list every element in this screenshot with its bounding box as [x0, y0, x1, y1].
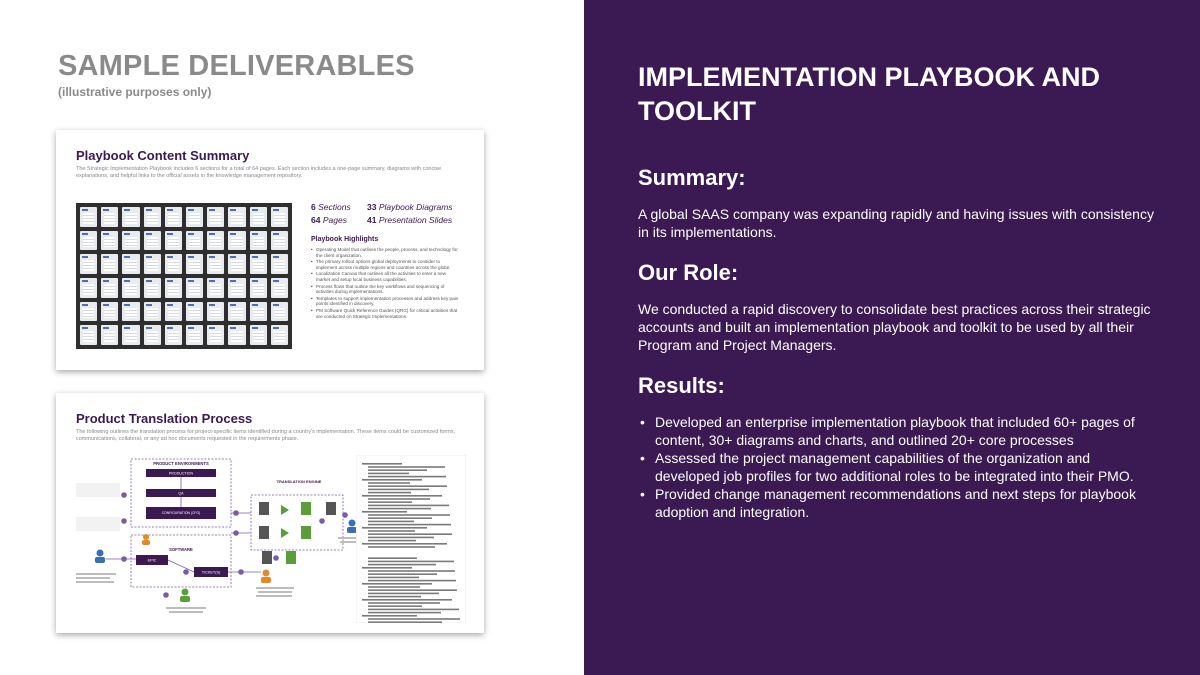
page-thumbnail — [165, 302, 182, 322]
highlight-item: • PM Software Quick Reference Guides (QRG) for critical activities that are conducted on Strategic Implementations. — [311, 308, 461, 319]
page-thumbnail — [144, 325, 161, 345]
svg-text:SOFTWARE: SOFTWARE — [169, 547, 193, 552]
page-thumbnail — [228, 278, 245, 298]
document-text-line — [368, 508, 431, 510]
document-text-line — [368, 602, 440, 604]
document-text-line — [368, 524, 451, 526]
highlight-item: • Process flows that outline the key workflows and sequencing of activities during implementations. — [311, 284, 461, 295]
page-thumbnail — [186, 207, 203, 227]
page-thumbnail — [101, 231, 118, 251]
page-thumbnail — [165, 231, 182, 251]
svg-text:CONFIGURATION (CFG): CONFIGURATION (CFG) — [161, 511, 201, 515]
role-heading: Our Role: — [638, 260, 739, 285]
page-thumbnail — [165, 325, 182, 345]
role-text: We conducted a rapid discovery to consolidate best practices across their strategic accounts and built an implementation playbook and toolkit to be used by all their Program and Project Managers. — [638, 301, 1151, 353]
page-thumbnail — [207, 325, 224, 345]
page-thumbnail — [122, 302, 139, 322]
stat-diagrams: 33 Playbook Diagrams — [367, 202, 453, 212]
page-thumbnail — [101, 254, 118, 274]
page-thumbnail — [186, 254, 203, 274]
sample-deliverables-title: SAMPLE DELIVERABLES — [58, 50, 415, 82]
page-thumbnail — [271, 278, 288, 298]
page-thumbnail — [207, 231, 224, 251]
page-thumbnail — [122, 278, 139, 298]
page-thumbnail — [144, 254, 161, 274]
document-text-line — [362, 511, 407, 513]
page-thumbnail — [122, 325, 139, 345]
document-text-line — [368, 514, 450, 516]
page-thumbnail — [80, 207, 97, 227]
translation-process-diagram — [76, 455, 386, 625]
document-text-line — [368, 466, 445, 468]
document-text-line — [368, 501, 412, 503]
document-text-line — [362, 543, 447, 545]
page-thumbnail — [250, 207, 267, 227]
document-text-line — [368, 605, 422, 607]
page-thumbnail — [101, 302, 118, 322]
page-thumbnail — [186, 302, 203, 322]
document-text-line — [368, 586, 420, 588]
page-thumbnail — [228, 302, 245, 322]
card-title: Playbook Content Summary — [76, 148, 250, 163]
page-thumbnail — [271, 254, 288, 274]
document-text-line — [368, 469, 427, 471]
page-thumbnail — [101, 207, 118, 227]
page-thumbnail — [207, 302, 224, 322]
document-text-line — [368, 485, 447, 487]
page-thumbnail — [165, 278, 182, 298]
page-thumbnail — [250, 254, 267, 274]
document-text-line — [368, 557, 417, 559]
highlight-item: • Localization Canvas that outlines all the activities to enter a new market and setup local business capabilities. — [311, 271, 461, 282]
document-text-line — [368, 573, 437, 575]
playbook-summary-card — [56, 130, 484, 370]
card-title: Product Translation Process — [76, 411, 253, 426]
document-text-line — [368, 492, 411, 494]
card-description: The following outlines the translation process for project-specific items identified during a country's implementation. These items could be customized forms, communications, collateral, or any ad hoc documents requested in the requirements phase. — [76, 429, 456, 442]
left-panel — [0, 0, 584, 675]
page-thumbnail — [228, 325, 245, 345]
document-text-line — [368, 505, 449, 507]
page-thumbnails-grid — [76, 203, 292, 349]
result-item: • Assessed the project management capabilities of the organization and developed job profiles for two additional roles to be integrated into their PMO. — [638, 449, 1138, 485]
page-thumbnail — [207, 207, 224, 227]
right-panel — [584, 0, 1200, 675]
page-thumbnail — [122, 254, 139, 274]
page-thumbnail — [271, 325, 288, 345]
document-text-line — [368, 540, 416, 542]
page-thumbnail — [80, 254, 97, 274]
document-text-line — [368, 530, 415, 532]
stat-slides: 41 Presentation Slides — [367, 215, 453, 225]
document-text-line — [368, 621, 442, 623]
document-text-line — [368, 570, 455, 572]
page-thumbnail — [250, 231, 267, 251]
page-thumbnail — [250, 325, 267, 345]
page-thumbnail — [80, 325, 97, 345]
page-thumbnail — [144, 278, 161, 298]
page-thumbnail — [186, 231, 203, 251]
summary-heading: Summary: — [638, 165, 746, 190]
document-text-line — [368, 612, 441, 614]
document-text-line — [368, 473, 409, 475]
page-thumbnail — [250, 278, 267, 298]
page-thumbnail — [122, 231, 139, 251]
svg-text:EPIC: EPIC — [147, 558, 157, 563]
page-thumbnail — [80, 278, 97, 298]
page-thumbnail — [271, 231, 288, 251]
sample-deliverables-subtitle: (illustrative purposes only) — [58, 85, 212, 99]
highlights-list — [311, 247, 461, 320]
page-thumbnail — [165, 254, 182, 274]
page-thumbnail — [144, 231, 161, 251]
page-thumbnail — [271, 207, 288, 227]
document-text-line — [368, 564, 436, 566]
process-notes-document — [356, 455, 466, 623]
document-text-line — [368, 577, 419, 579]
page-thumbnail — [271, 302, 288, 322]
stat-sections: 6 Sections — [311, 202, 351, 212]
translation-process-card — [56, 393, 484, 633]
document-text-line — [362, 599, 452, 601]
document-text-line — [368, 546, 435, 548]
page-thumbnail — [101, 278, 118, 298]
page-thumbnail — [186, 278, 203, 298]
document-text-line — [362, 615, 417, 617]
document-text-line — [362, 479, 422, 481]
document-text-line — [368, 561, 454, 563]
page-thumbnail — [144, 207, 161, 227]
highlights-title: Playbook Highlights — [311, 236, 379, 243]
document-text-line — [362, 527, 427, 529]
highlight-item: • The primary rollout options global deployments to consider to implement across multiple regions and countries across the globe. — [311, 259, 461, 270]
stat-pages: 64 Pages — [311, 215, 347, 225]
document-text-line — [368, 589, 457, 591]
results-heading: Results: — [638, 373, 725, 398]
page-thumbnail — [80, 231, 97, 251]
document-text-line — [368, 593, 439, 595]
document-text-line — [362, 463, 402, 465]
document-text-line — [362, 495, 442, 497]
results-list — [638, 413, 1138, 521]
page-thumbnail — [250, 302, 267, 322]
document-text-line — [368, 489, 429, 491]
page-thumbnail — [228, 254, 245, 274]
card-description: The Strategic Implementation Playbook includes 6 sections for a total of 64 pages. Each section includes a one-page summary, diagrams with concise explanations, and helpful links to the official assets in the knowledge management repository. — [76, 166, 442, 179]
page-thumbnail — [207, 278, 224, 298]
document-text-line — [362, 583, 432, 585]
document-text-line — [368, 476, 446, 478]
page-title: IMPLEMENTATION PLAYBOOK AND TOOLKIT — [638, 62, 1101, 126]
result-item: • Provided change management recommendations and next steps for playbook adoption and integration. — [638, 485, 1138, 521]
page-thumbnail — [101, 325, 118, 345]
svg-text:PRODUCTION: PRODUCTION — [168, 471, 194, 476]
document-text-line — [368, 482, 410, 484]
document-text-line — [368, 596, 421, 598]
document-text-line — [368, 517, 432, 519]
page-thumbnail — [207, 254, 224, 274]
summary-text: A global SAAS company was expanding rapidly and having issues with consistency in its implementations. — [638, 206, 1154, 240]
page-thumbnail — [228, 231, 245, 251]
page-thumbnail — [186, 325, 203, 345]
result-item: • Developed an enterprise implementation playbook that included 60+ pages of content, 30+ diagrams and charts, and outlined 20+ core processes — [638, 413, 1138, 449]
document-text-line — [368, 580, 456, 582]
page-thumbnail — [144, 302, 161, 322]
document-text-line — [368, 533, 452, 535]
highlight-item: • Templates to support implementation processes and address key pain points identified in discovery. — [311, 296, 461, 307]
document-text-line — [368, 609, 459, 611]
page-thumbnail — [122, 207, 139, 227]
svg-text:QA: QA — [178, 491, 184, 496]
document-text-line — [368, 537, 434, 539]
page-thumbnail — [80, 302, 97, 322]
svg-text:TRANSLATION ENGINE: TRANSLATION ENGINE — [276, 479, 322, 484]
page-thumbnail — [228, 207, 245, 227]
document-text-line — [368, 521, 414, 523]
label-product-environments: PRODUCT ENVIRONMENTS — [153, 461, 209, 466]
svg-text:TICKET(S): TICKET(S) — [201, 570, 221, 575]
document-text-line — [368, 618, 460, 620]
highlight-item: • Operating Model that outlines the people, process, and technology for the client organization. — [311, 247, 461, 258]
document-text-line — [368, 498, 430, 500]
document-text-line — [362, 567, 412, 569]
page-thumbnail — [165, 207, 182, 227]
